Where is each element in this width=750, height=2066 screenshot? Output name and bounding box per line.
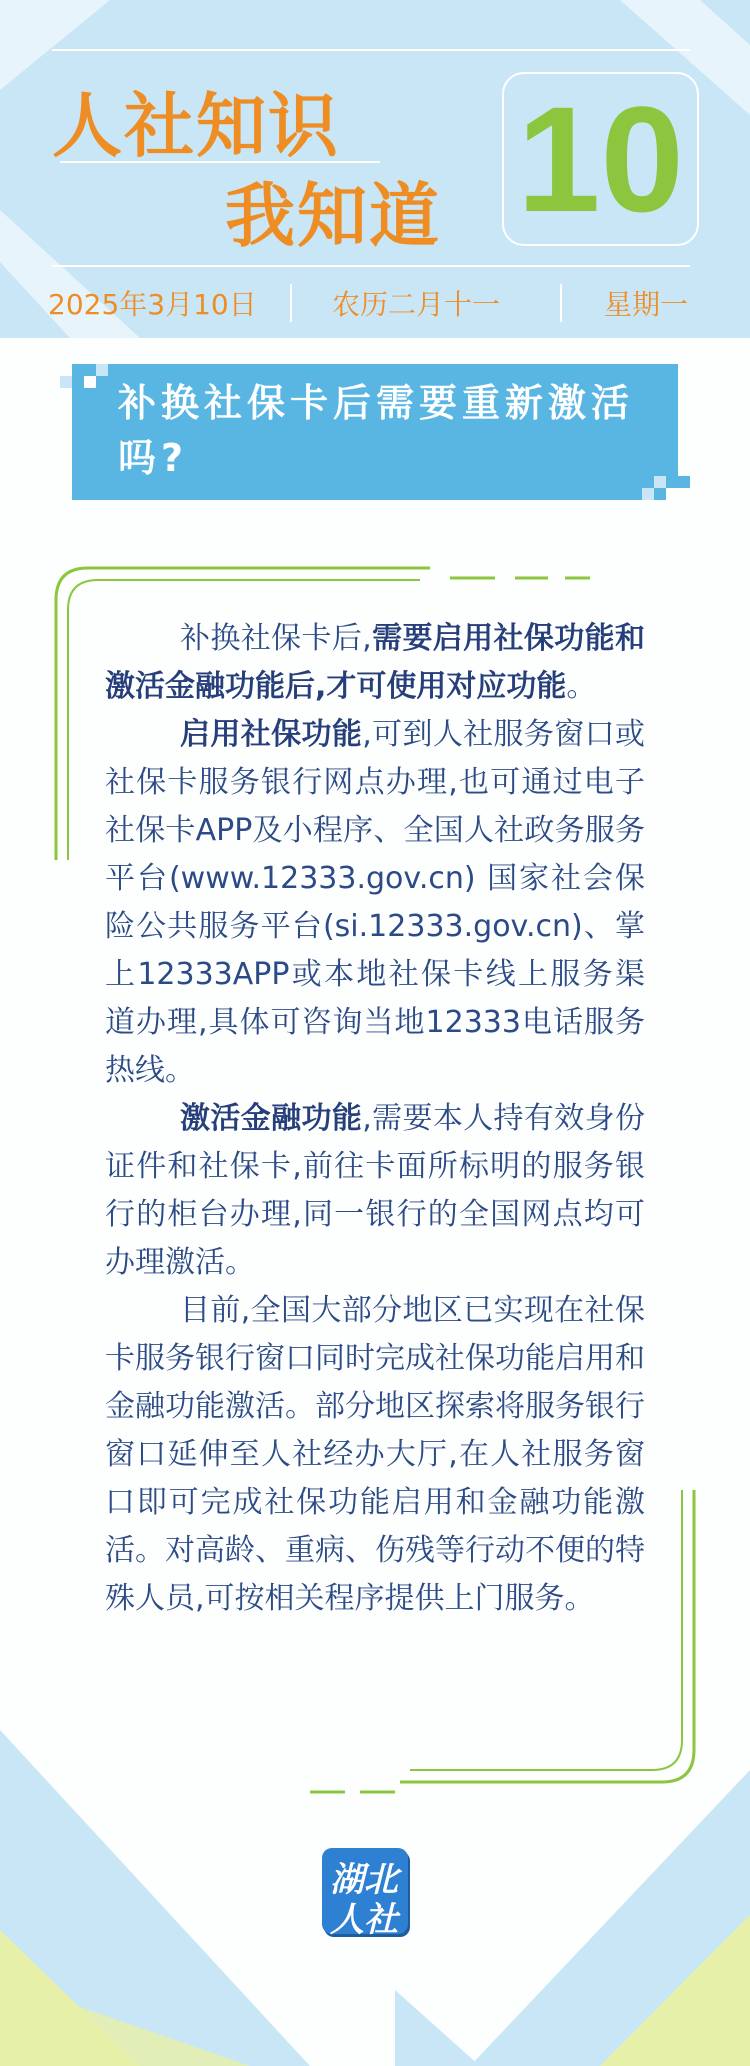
paragraph: 激活金融功能,需要本人持有效身份证件和社保卡,前往卡面所标明的服务银行的柜台办理,同一银行的全国网点均可办理激活。 <box>105 1101 645 1280</box>
date-text: 2025年3月10日 <box>48 288 257 321</box>
title-line-2: 我知道 <box>225 175 441 257</box>
weekday-text: 星期一 <box>604 288 689 321</box>
paragraph: 补换社保卡后,需要启用社保功能和激活金融功能后,才可使用对应功能。 <box>105 621 645 704</box>
logo-text: 人社 <box>330 1900 398 1940</box>
question-text: 补换社保卡后需要重新激活吗? <box>118 381 635 480</box>
issue-number: 10 <box>517 75 684 243</box>
paragraph: 启用社保功能,可到人社服务窗口或社保卡服务银行网点办理,也可通过电子社保卡APP及小程序、全国人社政务服务平台(www.12333.gov.cn) 国家社会保险公共服务平台(si.12333.gov.cn)、掌上12333APP或本地社保卡线上服务渠道办理,具体可咨询当地12333电话服务热线。 <box>105 717 645 1088</box>
lunar-date-text: 农历二月十一 <box>332 288 501 321</box>
title-line-1: 人社知识 <box>52 85 340 167</box>
logo-text: 湖北 <box>330 1860 398 1900</box>
paragraph: 目前,全国大部分地区已实现在社保卡服务银行窗口同时完成社保功能启用和金融功能激活。部分地区探索将服务银行窗口延伸至人社经办大厅,在人社服务窗口即可完成社保功能启用和金融功能激活。对高龄、重病、伤残等行动不便的特殊人员,可按相关程序提供上门服务。 <box>105 1293 645 1616</box>
article-body <box>105 615 645 1623</box>
hubei-renshe-logo <box>322 1848 408 1940</box>
